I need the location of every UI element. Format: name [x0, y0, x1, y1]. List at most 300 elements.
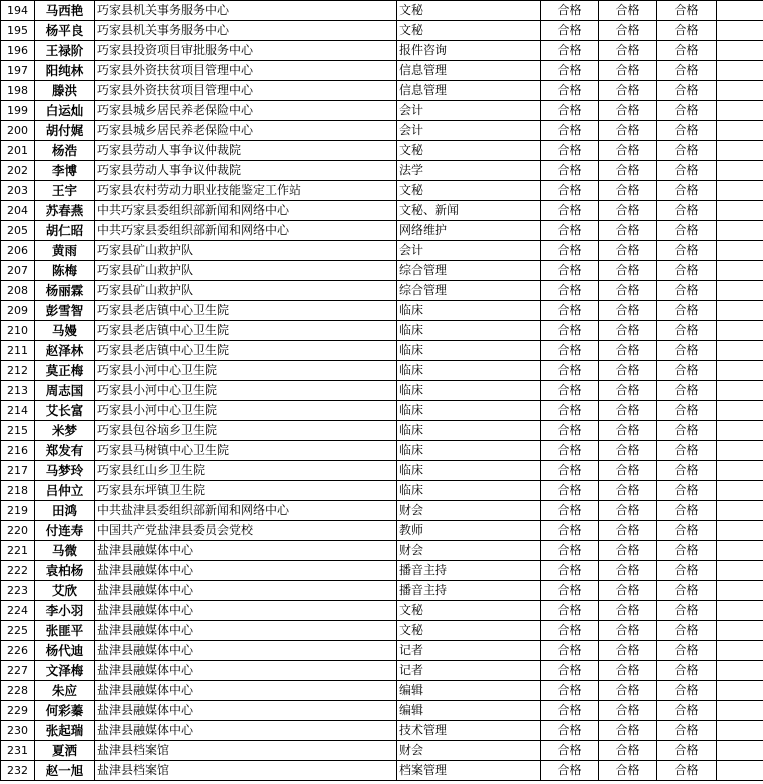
result-cell-1: 合格	[541, 221, 599, 241]
position-cell: 临床	[397, 481, 541, 501]
result-cell-2: 合格	[599, 421, 657, 441]
row-number-cell: 217	[1, 461, 35, 481]
result-cell-4	[717, 561, 763, 581]
result-cell-3: 合格	[657, 441, 717, 461]
result-cell-2: 合格	[599, 721, 657, 741]
result-cell-1: 合格	[541, 721, 599, 741]
result-cell-2: 合格	[599, 81, 657, 101]
result-cell-2: 合格	[599, 261, 657, 281]
person-name-cell: 王禄阶	[35, 41, 95, 61]
result-cell-3: 合格	[657, 421, 717, 441]
table-row	[1, 761, 763, 781]
position-cell: 临床	[397, 401, 541, 421]
employer-unit-cell: 盐津县档案馆	[95, 761, 397, 781]
result-cell-4	[717, 601, 763, 621]
result-cell-1: 合格	[541, 701, 599, 721]
position-cell: 综合管理	[397, 261, 541, 281]
person-name-cell: 赵泽林	[35, 341, 95, 361]
result-cell-1: 合格	[541, 401, 599, 421]
result-cell-4	[717, 501, 763, 521]
result-cell-3: 合格	[657, 341, 717, 361]
result-cell-1: 合格	[541, 201, 599, 221]
person-name-cell: 文泽梅	[35, 661, 95, 681]
employer-unit-cell: 中共巧家县委组织部新闻和网络中心	[95, 201, 397, 221]
person-name-cell: 付连寿	[35, 521, 95, 541]
table-row	[1, 661, 763, 681]
table-row	[1, 421, 763, 441]
row-number-cell: 204	[1, 201, 35, 221]
result-cell-2: 合格	[599, 121, 657, 141]
person-name-cell: 李博	[35, 161, 95, 181]
table-row	[1, 181, 763, 201]
person-name-cell: 袁柏杨	[35, 561, 95, 581]
position-cell: 会计	[397, 101, 541, 121]
row-number-cell: 206	[1, 241, 35, 261]
result-cell-4	[717, 261, 763, 281]
result-cell-1: 合格	[541, 41, 599, 61]
result-cell-3: 合格	[657, 241, 717, 261]
table-row	[1, 741, 763, 761]
person-name-cell: 马西艳	[35, 1, 95, 21]
result-cell-4	[717, 21, 763, 41]
result-cell-1: 合格	[541, 421, 599, 441]
person-name-cell: 彭雪智	[35, 301, 95, 321]
position-cell: 播音主持	[397, 581, 541, 601]
table-row	[1, 381, 763, 401]
position-cell: 财会	[397, 541, 541, 561]
result-cell-2: 合格	[599, 241, 657, 261]
person-name-cell: 滕洪	[35, 81, 95, 101]
result-cell-2: 合格	[599, 141, 657, 161]
result-cell-1: 合格	[541, 741, 599, 761]
employer-unit-cell: 巧家县劳动人事争议仲裁院	[95, 141, 397, 161]
result-cell-1: 合格	[541, 381, 599, 401]
row-number-cell: 213	[1, 381, 35, 401]
result-cell-2: 合格	[599, 21, 657, 41]
employer-unit-cell: 巧家县马树镇中心卫生院	[95, 441, 397, 461]
table-row	[1, 221, 763, 241]
result-cell-1: 合格	[541, 1, 599, 21]
table-row	[1, 261, 763, 281]
result-cell-4	[717, 121, 763, 141]
result-cell-1: 合格	[541, 101, 599, 121]
result-cell-4	[717, 361, 763, 381]
table-row	[1, 101, 763, 121]
person-name-cell: 杨平良	[35, 21, 95, 41]
position-cell: 记者	[397, 661, 541, 681]
table-row	[1, 21, 763, 41]
position-cell: 信息管理	[397, 61, 541, 81]
employer-unit-cell: 盐津县融媒体中心	[95, 661, 397, 681]
result-cell-4	[717, 181, 763, 201]
result-cell-2: 合格	[599, 481, 657, 501]
result-cell-4	[717, 681, 763, 701]
result-cell-3: 合格	[657, 521, 717, 541]
result-cell-2: 合格	[599, 361, 657, 381]
person-name-cell: 艾长富	[35, 401, 95, 421]
result-cell-3: 合格	[657, 541, 717, 561]
result-cell-3: 合格	[657, 681, 717, 701]
table-row	[1, 1, 763, 21]
table-row	[1, 481, 763, 501]
employer-unit-cell: 盐津县融媒体中心	[95, 581, 397, 601]
result-cell-2: 合格	[599, 401, 657, 421]
result-cell-4	[717, 541, 763, 561]
table-row	[1, 161, 763, 181]
table-row	[1, 441, 763, 461]
position-cell: 财会	[397, 501, 541, 521]
result-cell-1: 合格	[541, 601, 599, 621]
result-cell-1: 合格	[541, 261, 599, 281]
position-cell: 编辑	[397, 681, 541, 701]
position-cell: 综合管理	[397, 281, 541, 301]
person-name-cell: 米梦	[35, 421, 95, 441]
person-name-cell: 田鸿	[35, 501, 95, 521]
person-name-cell: 吕仲立	[35, 481, 95, 501]
row-number-cell: 201	[1, 141, 35, 161]
position-cell: 财会	[397, 741, 541, 761]
person-name-cell: 阳纯林	[35, 61, 95, 81]
position-cell: 临床	[397, 381, 541, 401]
row-number-cell: 210	[1, 321, 35, 341]
result-cell-2: 合格	[599, 41, 657, 61]
table-row	[1, 201, 763, 221]
employer-unit-cell: 巧家县包谷垴乡卫生院	[95, 421, 397, 441]
row-number-cell: 198	[1, 81, 35, 101]
result-cell-2: 合格	[599, 601, 657, 621]
result-cell-1: 合格	[541, 61, 599, 81]
result-cell-3: 合格	[657, 621, 717, 641]
position-cell: 编辑	[397, 701, 541, 721]
result-cell-3: 合格	[657, 101, 717, 121]
person-name-cell: 艾欣	[35, 581, 95, 601]
person-name-cell: 苏春燕	[35, 201, 95, 221]
employer-unit-cell: 巧家县外资扶贫项目管理中心	[95, 81, 397, 101]
person-name-cell: 郑发有	[35, 441, 95, 461]
result-cell-1: 合格	[541, 761, 599, 781]
employer-unit-cell: 盐津县融媒体中心	[95, 541, 397, 561]
person-name-cell: 陈梅	[35, 261, 95, 281]
result-cell-3: 合格	[657, 41, 717, 61]
employer-unit-cell: 巧家县矿山救护队	[95, 241, 397, 261]
position-cell: 文秘	[397, 601, 541, 621]
result-cell-1: 合格	[541, 81, 599, 101]
result-cell-3: 合格	[657, 501, 717, 521]
result-cell-3: 合格	[657, 61, 717, 81]
result-cell-3: 合格	[657, 301, 717, 321]
person-name-cell: 莫正梅	[35, 361, 95, 381]
result-cell-2: 合格	[599, 181, 657, 201]
position-cell: 会计	[397, 241, 541, 261]
result-cell-4	[717, 201, 763, 221]
position-cell: 临床	[397, 361, 541, 381]
employer-unit-cell: 巧家县农村劳动力职业技能鉴定工作站	[95, 181, 397, 201]
position-cell: 临床	[397, 461, 541, 481]
table-row	[1, 301, 763, 321]
row-number-cell: 231	[1, 741, 35, 761]
position-cell: 文秘	[397, 1, 541, 21]
table-row	[1, 241, 763, 261]
result-cell-3: 合格	[657, 261, 717, 281]
result-cell-4	[717, 81, 763, 101]
table-row	[1, 641, 763, 661]
row-number-cell: 215	[1, 421, 35, 441]
result-cell-4	[717, 321, 763, 341]
row-number-cell: 207	[1, 261, 35, 281]
result-cell-3: 合格	[657, 561, 717, 581]
result-cell-2: 合格	[599, 561, 657, 581]
result-cell-3: 合格	[657, 221, 717, 241]
employer-unit-cell: 巧家县东坪镇卫生院	[95, 481, 397, 501]
row-number-cell: 232	[1, 761, 35, 781]
table-row	[1, 621, 763, 641]
result-cell-3: 合格	[657, 661, 717, 681]
employer-unit-cell: 巧家县机关事务服务中心	[95, 1, 397, 21]
person-name-cell: 张起瑞	[35, 721, 95, 741]
result-cell-3: 合格	[657, 481, 717, 501]
employer-unit-cell: 中共巧家县委组织部新闻和网络中心	[95, 221, 397, 241]
result-cell-1: 合格	[541, 581, 599, 601]
position-cell: 网络维护	[397, 221, 541, 241]
result-cell-2: 合格	[599, 581, 657, 601]
employer-unit-cell: 盐津县融媒体中心	[95, 601, 397, 621]
result-cell-3: 合格	[657, 141, 717, 161]
position-cell: 临床	[397, 341, 541, 361]
table-row	[1, 361, 763, 381]
result-cell-2: 合格	[599, 61, 657, 81]
result-cell-3: 合格	[657, 701, 717, 721]
row-number-cell: 212	[1, 361, 35, 381]
result-cell-3: 合格	[657, 761, 717, 781]
result-cell-4	[717, 581, 763, 601]
row-number-cell: 199	[1, 101, 35, 121]
employer-unit-cell: 中国共产党盐津县委员会党校	[95, 521, 397, 541]
result-cell-3: 合格	[657, 401, 717, 421]
employer-unit-cell: 巧家县矿山救护队	[95, 261, 397, 281]
result-cell-1: 合格	[541, 181, 599, 201]
result-cell-3: 合格	[657, 601, 717, 621]
table-row	[1, 601, 763, 621]
table-row	[1, 321, 763, 341]
result-cell-2: 合格	[599, 641, 657, 661]
result-cell-1: 合格	[541, 321, 599, 341]
person-name-cell: 马梦玲	[35, 461, 95, 481]
person-name-cell: 马微	[35, 541, 95, 561]
result-cell-4	[717, 421, 763, 441]
result-cell-4	[717, 521, 763, 541]
result-cell-2: 合格	[599, 441, 657, 461]
result-cell-1: 合格	[541, 441, 599, 461]
row-number-cell: 194	[1, 1, 35, 21]
position-cell: 档案管理	[397, 761, 541, 781]
result-cell-4	[717, 381, 763, 401]
result-cell-3: 合格	[657, 201, 717, 221]
result-cell-3: 合格	[657, 161, 717, 181]
result-cell-4	[717, 741, 763, 761]
result-cell-1: 合格	[541, 621, 599, 641]
position-cell: 临床	[397, 301, 541, 321]
employer-unit-cell: 巧家县城乡居民养老保险中心	[95, 101, 397, 121]
result-cell-1: 合格	[541, 681, 599, 701]
result-cell-4	[717, 661, 763, 681]
result-cell-3: 合格	[657, 641, 717, 661]
row-number-cell: 229	[1, 701, 35, 721]
result-cell-2: 合格	[599, 201, 657, 221]
result-cell-1: 合格	[541, 161, 599, 181]
position-cell: 临床	[397, 321, 541, 341]
result-cell-2: 合格	[599, 541, 657, 561]
position-cell: 教师	[397, 521, 541, 541]
row-number-cell: 226	[1, 641, 35, 661]
position-cell: 文秘	[397, 21, 541, 41]
table-row	[1, 121, 763, 141]
result-cell-2: 合格	[599, 321, 657, 341]
result-cell-3: 合格	[657, 181, 717, 201]
result-cell-1: 合格	[541, 501, 599, 521]
result-cell-2: 合格	[599, 161, 657, 181]
result-cell-3: 合格	[657, 21, 717, 41]
result-cell-4	[717, 641, 763, 661]
table-row	[1, 461, 763, 481]
result-cell-2: 合格	[599, 761, 657, 781]
employer-unit-cell: 盐津县融媒体中心	[95, 621, 397, 641]
position-cell: 技术管理	[397, 721, 541, 741]
result-cell-2: 合格	[599, 621, 657, 641]
result-cell-1: 合格	[541, 361, 599, 381]
table-row	[1, 141, 763, 161]
person-name-cell: 赵一旭	[35, 761, 95, 781]
result-cell-1: 合格	[541, 141, 599, 161]
row-number-cell: 219	[1, 501, 35, 521]
employer-unit-cell: 盐津县融媒体中心	[95, 721, 397, 741]
position-cell: 文秘	[397, 181, 541, 201]
employer-unit-cell: 巧家县城乡居民养老保险中心	[95, 121, 397, 141]
person-name-cell: 杨代迪	[35, 641, 95, 661]
result-cell-4	[717, 701, 763, 721]
row-number-cell: 209	[1, 301, 35, 321]
employer-unit-cell: 盐津县融媒体中心	[95, 561, 397, 581]
result-cell-1: 合格	[541, 561, 599, 581]
result-cell-3: 合格	[657, 281, 717, 301]
result-cell-2: 合格	[599, 221, 657, 241]
position-cell: 法学	[397, 161, 541, 181]
result-cell-4	[717, 341, 763, 361]
result-cell-1: 合格	[541, 341, 599, 361]
row-number-cell: 224	[1, 601, 35, 621]
row-number-cell: 196	[1, 41, 35, 61]
result-cell-3: 合格	[657, 721, 717, 741]
position-cell: 文秘	[397, 141, 541, 161]
position-cell: 播音主持	[397, 561, 541, 581]
employer-unit-cell: 中共盐津县委组织部新闻和网络中心	[95, 501, 397, 521]
table-row	[1, 541, 763, 561]
result-cell-4	[717, 241, 763, 261]
result-cell-4	[717, 621, 763, 641]
person-name-cell: 朱应	[35, 681, 95, 701]
employer-unit-cell: 巧家县小河中心卫生院	[95, 361, 397, 381]
result-cell-4	[717, 141, 763, 161]
position-cell: 文秘	[397, 621, 541, 641]
person-name-cell: 杨丽霖	[35, 281, 95, 301]
result-cell-3: 合格	[657, 581, 717, 601]
employer-unit-cell: 盐津县融媒体中心	[95, 701, 397, 721]
position-cell: 临床	[397, 421, 541, 441]
position-cell: 临床	[397, 441, 541, 461]
row-number-cell: 203	[1, 181, 35, 201]
result-cell-3: 合格	[657, 81, 717, 101]
results-table-body	[1, 1, 763, 781]
result-cell-4	[717, 481, 763, 501]
result-cell-2: 合格	[599, 521, 657, 541]
employer-unit-cell: 巧家县老店镇中心卫生院	[95, 341, 397, 361]
row-number-cell: 214	[1, 401, 35, 421]
result-cell-1: 合格	[541, 521, 599, 541]
result-cell-1: 合格	[541, 481, 599, 501]
position-cell: 记者	[397, 641, 541, 661]
person-name-cell: 胡仁昭	[35, 221, 95, 241]
result-cell-3: 合格	[657, 381, 717, 401]
person-name-cell: 周志国	[35, 381, 95, 401]
result-cell-1: 合格	[541, 301, 599, 321]
result-cell-2: 合格	[599, 741, 657, 761]
position-cell: 会计	[397, 121, 541, 141]
row-number-cell: 211	[1, 341, 35, 361]
result-cell-4	[717, 301, 763, 321]
result-cell-1: 合格	[541, 281, 599, 301]
result-cell-4	[717, 761, 763, 781]
table-row	[1, 41, 763, 61]
table-row	[1, 721, 763, 741]
row-number-cell: 200	[1, 121, 35, 141]
person-name-cell: 杨浩	[35, 141, 95, 161]
result-cell-2: 合格	[599, 1, 657, 21]
employer-unit-cell: 巧家县老店镇中心卫生院	[95, 301, 397, 321]
table-row	[1, 81, 763, 101]
table-row	[1, 501, 763, 521]
row-number-cell: 230	[1, 721, 35, 741]
position-cell: 信息管理	[397, 81, 541, 101]
result-cell-4	[717, 461, 763, 481]
result-cell-4	[717, 61, 763, 81]
result-cell-3: 合格	[657, 361, 717, 381]
result-cell-2: 合格	[599, 301, 657, 321]
result-cell-3: 合格	[657, 121, 717, 141]
row-number-cell: 227	[1, 661, 35, 681]
row-number-cell: 218	[1, 481, 35, 501]
row-number-cell: 197	[1, 61, 35, 81]
table-row	[1, 681, 763, 701]
result-cell-1: 合格	[541, 461, 599, 481]
table-row	[1, 401, 763, 421]
employer-unit-cell: 巧家县外资扶贫项目管理中心	[95, 61, 397, 81]
employer-unit-cell: 盐津县档案馆	[95, 741, 397, 761]
result-cell-1: 合格	[541, 661, 599, 681]
result-cell-3: 合格	[657, 461, 717, 481]
employer-unit-cell: 巧家县投资项目审批服务中心	[95, 41, 397, 61]
position-cell: 文秘、新闻	[397, 201, 541, 221]
row-number-cell: 202	[1, 161, 35, 181]
table-row	[1, 61, 763, 81]
person-name-cell: 白运灿	[35, 101, 95, 121]
employer-unit-cell: 巧家县小河中心卫生院	[95, 401, 397, 421]
position-cell: 报件咨询	[397, 41, 541, 61]
row-number-cell: 195	[1, 21, 35, 41]
employer-unit-cell: 盐津县融媒体中心	[95, 681, 397, 701]
result-cell-4	[717, 401, 763, 421]
employer-unit-cell: 巧家县劳动人事争议仲裁院	[95, 161, 397, 181]
result-cell-1: 合格	[541, 641, 599, 661]
result-cell-4	[717, 221, 763, 241]
